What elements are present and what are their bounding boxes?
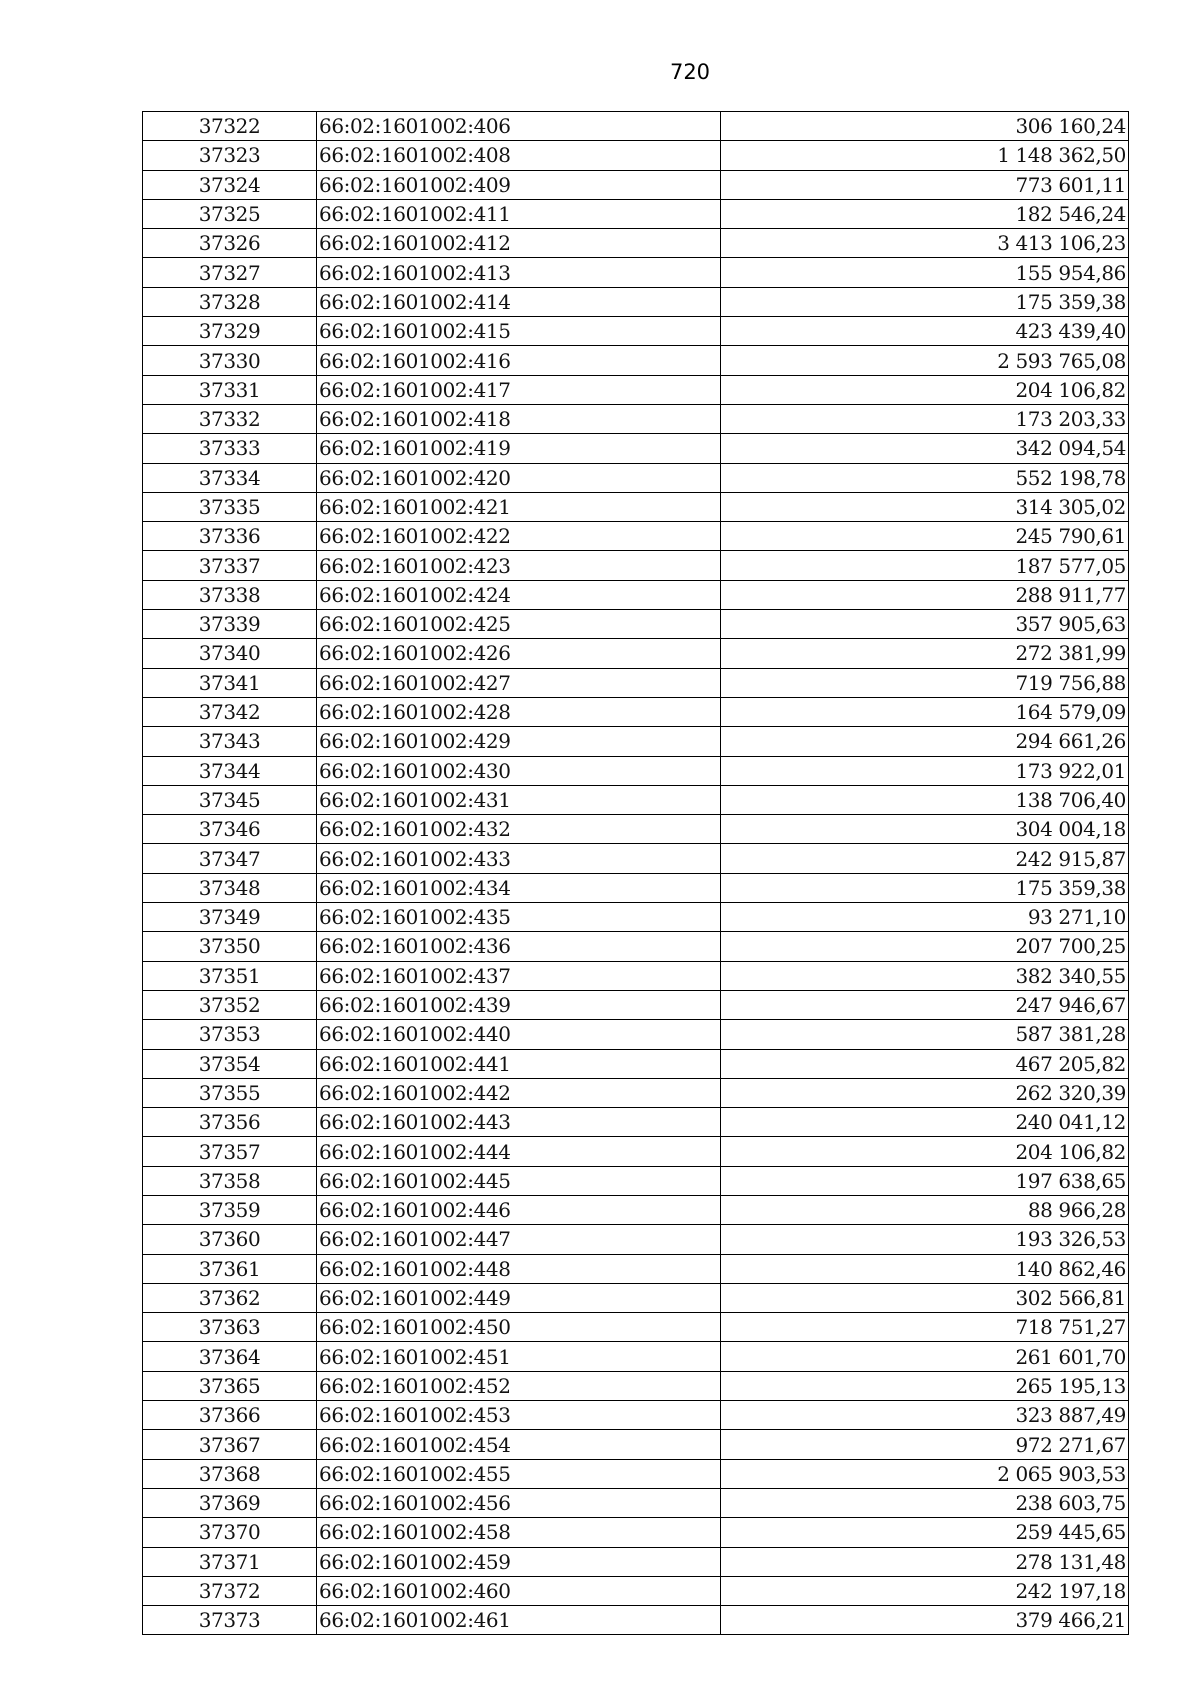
- table-row: [143, 903, 1129, 932]
- table-row: [143, 1078, 1129, 1107]
- table-row: [143, 1401, 1129, 1430]
- cadastral-number-cell: 66:02:1601002:447: [317, 1225, 721, 1254]
- table-row: [143, 1430, 1129, 1459]
- table-row: [143, 932, 1129, 961]
- cadastral-value-cell: 382 340,55: [721, 961, 1129, 990]
- row-number-cell: 37331: [143, 375, 317, 404]
- row-number-cell: 37340: [143, 639, 317, 668]
- cadastral-value-cell: 238 603,75: [721, 1488, 1129, 1517]
- row-number-cell: 37363: [143, 1313, 317, 1342]
- row-number-cell: 37373: [143, 1606, 317, 1635]
- cadastral-value-cell: 138 706,40: [721, 785, 1129, 814]
- cadastral-value-cell: 314 305,02: [721, 492, 1129, 521]
- cadastral-number-cell: 66:02:1601002:408: [317, 141, 721, 170]
- cadastral-value-cell: 197 638,65: [721, 1166, 1129, 1195]
- row-number-cell: 37327: [143, 258, 317, 287]
- row-number-cell: 37325: [143, 199, 317, 228]
- cadastral-number-cell: 66:02:1601002:458: [317, 1518, 721, 1547]
- table-row: [143, 1606, 1129, 1635]
- cadastral-number-cell: 66:02:1601002:422: [317, 522, 721, 551]
- cadastral-value-cell: 245 790,61: [721, 522, 1129, 551]
- row-number-cell: 37351: [143, 961, 317, 990]
- table-row: [143, 1049, 1129, 1078]
- cadastral-number-cell: 66:02:1601002:409: [317, 170, 721, 199]
- cadastral-value-cell: 773 601,11: [721, 170, 1129, 199]
- row-number-cell: 37359: [143, 1195, 317, 1224]
- cadastral-number-cell: 66:02:1601002:441: [317, 1049, 721, 1078]
- cadastral-value-cell: 164 579,09: [721, 697, 1129, 726]
- cadastral-number-cell: 66:02:1601002:417: [317, 375, 721, 404]
- table-row: [143, 404, 1129, 433]
- row-number-cell: 37355: [143, 1078, 317, 1107]
- row-number-cell: 37344: [143, 756, 317, 785]
- table-row: [143, 170, 1129, 199]
- cadastral-value-cell: 247 946,67: [721, 990, 1129, 1019]
- table-row: [143, 287, 1129, 316]
- cadastral-number-cell: 66:02:1601002:461: [317, 1606, 721, 1635]
- cadastral-value-cell: 204 106,82: [721, 375, 1129, 404]
- cadastral-number-cell: 66:02:1601002:421: [317, 492, 721, 521]
- cadastral-number-cell: 66:02:1601002:411: [317, 199, 721, 228]
- row-number-cell: 37370: [143, 1518, 317, 1547]
- cadastral-value-table: [142, 111, 1129, 1635]
- cadastral-number-cell: 66:02:1601002:456: [317, 1488, 721, 1517]
- table-row: [143, 1225, 1129, 1254]
- cadastral-number-cell: 66:02:1601002:414: [317, 287, 721, 316]
- cadastral-value-cell: 259 445,65: [721, 1518, 1129, 1547]
- cadastral-number-cell: 66:02:1601002:460: [317, 1576, 721, 1605]
- cadastral-value-cell: 2 593 765,08: [721, 346, 1129, 375]
- cadastral-number-cell: 66:02:1601002:452: [317, 1371, 721, 1400]
- table-row: [143, 727, 1129, 756]
- cadastral-number-cell: 66:02:1601002:459: [317, 1547, 721, 1576]
- table-row: [143, 1108, 1129, 1137]
- cadastral-value-cell: 140 862,46: [721, 1254, 1129, 1283]
- row-number-cell: 37345: [143, 785, 317, 814]
- cadastral-number-cell: 66:02:1601002:450: [317, 1313, 721, 1342]
- row-number-cell: 37328: [143, 287, 317, 316]
- cadastral-value-cell: 88 966,28: [721, 1195, 1129, 1224]
- cadastral-value-cell: 193 326,53: [721, 1225, 1129, 1254]
- cadastral-value-cell: 342 094,54: [721, 434, 1129, 463]
- table-row: [143, 141, 1129, 170]
- row-number-cell: 37335: [143, 492, 317, 521]
- table-row: [143, 346, 1129, 375]
- row-number-cell: 37341: [143, 668, 317, 697]
- cadastral-value-cell: 719 756,88: [721, 668, 1129, 697]
- cadastral-number-cell: 66:02:1601002:431: [317, 785, 721, 814]
- row-number-cell: 37337: [143, 551, 317, 580]
- cadastral-number-cell: 66:02:1601002:454: [317, 1430, 721, 1459]
- row-number-cell: 37371: [143, 1547, 317, 1576]
- cadastral-number-cell: 66:02:1601002:432: [317, 815, 721, 844]
- cadastral-value-cell: 242 197,18: [721, 1576, 1129, 1605]
- cadastral-value-cell: 204 106,82: [721, 1137, 1129, 1166]
- row-number-cell: 37333: [143, 434, 317, 463]
- row-number-cell: 37347: [143, 844, 317, 873]
- cadastral-value-cell: 306 160,24: [721, 112, 1129, 141]
- cadastral-number-cell: 66:02:1601002:435: [317, 903, 721, 932]
- row-number-cell: 37362: [143, 1283, 317, 1312]
- cadastral-number-cell: 66:02:1601002:449: [317, 1283, 721, 1312]
- cadastral-value-cell: 242 915,87: [721, 844, 1129, 873]
- cadastral-value-cell: 187 577,05: [721, 551, 1129, 580]
- cadastral-number-cell: 66:02:1601002:440: [317, 1020, 721, 1049]
- cadastral-number-cell: 66:02:1601002:434: [317, 873, 721, 902]
- cadastral-value-cell: 155 954,86: [721, 258, 1129, 287]
- table-row: [143, 434, 1129, 463]
- row-number-cell: 37339: [143, 610, 317, 639]
- table-row: [143, 463, 1129, 492]
- table-row: [143, 375, 1129, 404]
- row-number-cell: 37330: [143, 346, 317, 375]
- table-row: [143, 844, 1129, 873]
- cadastral-number-cell: 66:02:1601002:443: [317, 1108, 721, 1137]
- table-row: [143, 229, 1129, 258]
- cadastral-number-cell: 66:02:1601002:442: [317, 1078, 721, 1107]
- cadastral-number-cell: 66:02:1601002:424: [317, 580, 721, 609]
- cadastral-number-cell: 66:02:1601002:445: [317, 1166, 721, 1195]
- cadastral-number-cell: 66:02:1601002:428: [317, 697, 721, 726]
- table-row: [143, 1283, 1129, 1312]
- cadastral-number-cell: 66:02:1601002:427: [317, 668, 721, 697]
- row-number-cell: 37343: [143, 727, 317, 756]
- table-row: [143, 1576, 1129, 1605]
- table-row: [143, 258, 1129, 287]
- row-number-cell: 37368: [143, 1459, 317, 1488]
- cadastral-number-cell: 66:02:1601002:444: [317, 1137, 721, 1166]
- table-row: [143, 756, 1129, 785]
- cadastral-number-cell: 66:02:1601002:416: [317, 346, 721, 375]
- row-number-cell: 37367: [143, 1430, 317, 1459]
- table-row: [143, 551, 1129, 580]
- cadastral-value-cell: 587 381,28: [721, 1020, 1129, 1049]
- cadastral-number-cell: 66:02:1601002:437: [317, 961, 721, 990]
- table-row: [143, 1488, 1129, 1517]
- row-number-cell: 37357: [143, 1137, 317, 1166]
- cadastral-value-cell: 207 700,25: [721, 932, 1129, 961]
- row-number-cell: 37338: [143, 580, 317, 609]
- table-row: [143, 873, 1129, 902]
- table-row: [143, 990, 1129, 1019]
- row-number-cell: 37348: [143, 873, 317, 902]
- cadastral-number-cell: 66:02:1601002:429: [317, 727, 721, 756]
- cadastral-number-cell: 66:02:1601002:420: [317, 463, 721, 492]
- page-number: 720: [669, 60, 711, 84]
- table-row: [143, 199, 1129, 228]
- cadastral-value-cell: 182 546,24: [721, 199, 1129, 228]
- row-number-cell: 37365: [143, 1371, 317, 1400]
- table-row: [143, 1313, 1129, 1342]
- cadastral-number-cell: 66:02:1601002:412: [317, 229, 721, 258]
- cadastral-value-cell: 278 131,48: [721, 1547, 1129, 1576]
- cadastral-value-cell: 718 751,27: [721, 1313, 1129, 1342]
- row-number-cell: 37352: [143, 990, 317, 1019]
- row-number-cell: 37356: [143, 1108, 317, 1137]
- cadastral-value-cell: 972 271,67: [721, 1430, 1129, 1459]
- row-number-cell: 37332: [143, 404, 317, 433]
- cadastral-number-cell: 66:02:1601002:406: [317, 112, 721, 141]
- table-row: [143, 1166, 1129, 1195]
- row-number-cell: 37329: [143, 317, 317, 346]
- table-row: [143, 610, 1129, 639]
- cadastral-value-cell: 261 601,70: [721, 1342, 1129, 1371]
- cadastral-value-cell: 302 566,81: [721, 1283, 1129, 1312]
- table-row: [143, 112, 1129, 141]
- cadastral-number-cell: 66:02:1601002:418: [317, 404, 721, 433]
- table-body: [143, 112, 1129, 1635]
- cadastral-number-cell: 66:02:1601002:451: [317, 1342, 721, 1371]
- cadastral-value-cell: 173 922,01: [721, 756, 1129, 785]
- cadastral-value-cell: 552 198,78: [721, 463, 1129, 492]
- table-row: [143, 1020, 1129, 1049]
- cadastral-number-cell: 66:02:1601002:426: [317, 639, 721, 668]
- row-number-cell: 37361: [143, 1254, 317, 1283]
- row-number-cell: 37353: [143, 1020, 317, 1049]
- cadastral-number-cell: 66:02:1601002:433: [317, 844, 721, 873]
- row-number-cell: 37342: [143, 697, 317, 726]
- table-row: [143, 1342, 1129, 1371]
- row-number-cell: 37322: [143, 112, 317, 141]
- cadastral-value-cell: 272 381,99: [721, 639, 1129, 668]
- cadastral-value-cell: 379 466,21: [721, 1606, 1129, 1635]
- cadastral-number-cell: 66:02:1601002:453: [317, 1401, 721, 1430]
- cadastral-number-cell: 66:02:1601002:436: [317, 932, 721, 961]
- row-number-cell: 37349: [143, 903, 317, 932]
- row-number-cell: 37350: [143, 932, 317, 961]
- table-row: [143, 1459, 1129, 1488]
- table-row: [143, 1518, 1129, 1547]
- cadastral-number-cell: 66:02:1601002:439: [317, 990, 721, 1019]
- row-number-cell: 37323: [143, 141, 317, 170]
- table-row: [143, 1254, 1129, 1283]
- cadastral-value-cell: 175 359,38: [721, 873, 1129, 902]
- table-row: [143, 1547, 1129, 1576]
- cadastral-number-cell: 66:02:1601002:430: [317, 756, 721, 785]
- row-number-cell: 37326: [143, 229, 317, 258]
- table-row: [143, 580, 1129, 609]
- cadastral-number-cell: 66:02:1601002:425: [317, 610, 721, 639]
- cadastral-number-cell: 66:02:1601002:455: [317, 1459, 721, 1488]
- cadastral-number-cell: 66:02:1601002:448: [317, 1254, 721, 1283]
- cadastral-value-cell: 265 195,13: [721, 1371, 1129, 1400]
- cadastral-value-cell: 288 911,77: [721, 580, 1129, 609]
- table-row: [143, 815, 1129, 844]
- table-row: [143, 668, 1129, 697]
- cadastral-value-cell: 3 413 106,23: [721, 229, 1129, 258]
- table-row: [143, 639, 1129, 668]
- table-row: [143, 785, 1129, 814]
- cadastral-value-cell: 323 887,49: [721, 1401, 1129, 1430]
- cadastral-number-cell: 66:02:1601002:446: [317, 1195, 721, 1224]
- table-row: [143, 492, 1129, 521]
- cadastral-number-cell: 66:02:1601002:415: [317, 317, 721, 346]
- row-number-cell: 37334: [143, 463, 317, 492]
- row-number-cell: 37346: [143, 815, 317, 844]
- row-number-cell: 37354: [143, 1049, 317, 1078]
- cadastral-value-cell: 2 065 903,53: [721, 1459, 1129, 1488]
- cadastral-value-cell: 423 439,40: [721, 317, 1129, 346]
- row-number-cell: 37360: [143, 1225, 317, 1254]
- cadastral-value-cell: 357 905,63: [721, 610, 1129, 639]
- table-row: [143, 522, 1129, 551]
- table-row: [143, 1137, 1129, 1166]
- row-number-cell: 37372: [143, 1576, 317, 1605]
- row-number-cell: 37366: [143, 1401, 317, 1430]
- cadastral-number-cell: 66:02:1601002:419: [317, 434, 721, 463]
- row-number-cell: 37364: [143, 1342, 317, 1371]
- cadastral-value-cell: 467 205,82: [721, 1049, 1129, 1078]
- cadastral-value-cell: 1 148 362,50: [721, 141, 1129, 170]
- table-row: [143, 961, 1129, 990]
- cadastral-number-cell: 66:02:1601002:423: [317, 551, 721, 580]
- cadastral-value-cell: 240 041,12: [721, 1108, 1129, 1137]
- table-row: [143, 317, 1129, 346]
- cadastral-value-cell: 93 271,10: [721, 903, 1129, 932]
- row-number-cell: 37369: [143, 1488, 317, 1517]
- cadastral-value-cell: 173 203,33: [721, 404, 1129, 433]
- row-number-cell: 37336: [143, 522, 317, 551]
- table-row: [143, 1195, 1129, 1224]
- cadastral-value-cell: 262 320,39: [721, 1078, 1129, 1107]
- row-number-cell: 37358: [143, 1166, 317, 1195]
- cadastral-number-cell: 66:02:1601002:413: [317, 258, 721, 287]
- cadastral-value-cell: 294 661,26: [721, 727, 1129, 756]
- table-row: [143, 1371, 1129, 1400]
- table-row: [143, 697, 1129, 726]
- row-number-cell: 37324: [143, 170, 317, 199]
- cadastral-value-cell: 175 359,38: [721, 287, 1129, 316]
- cadastral-value-cell: 304 004,18: [721, 815, 1129, 844]
